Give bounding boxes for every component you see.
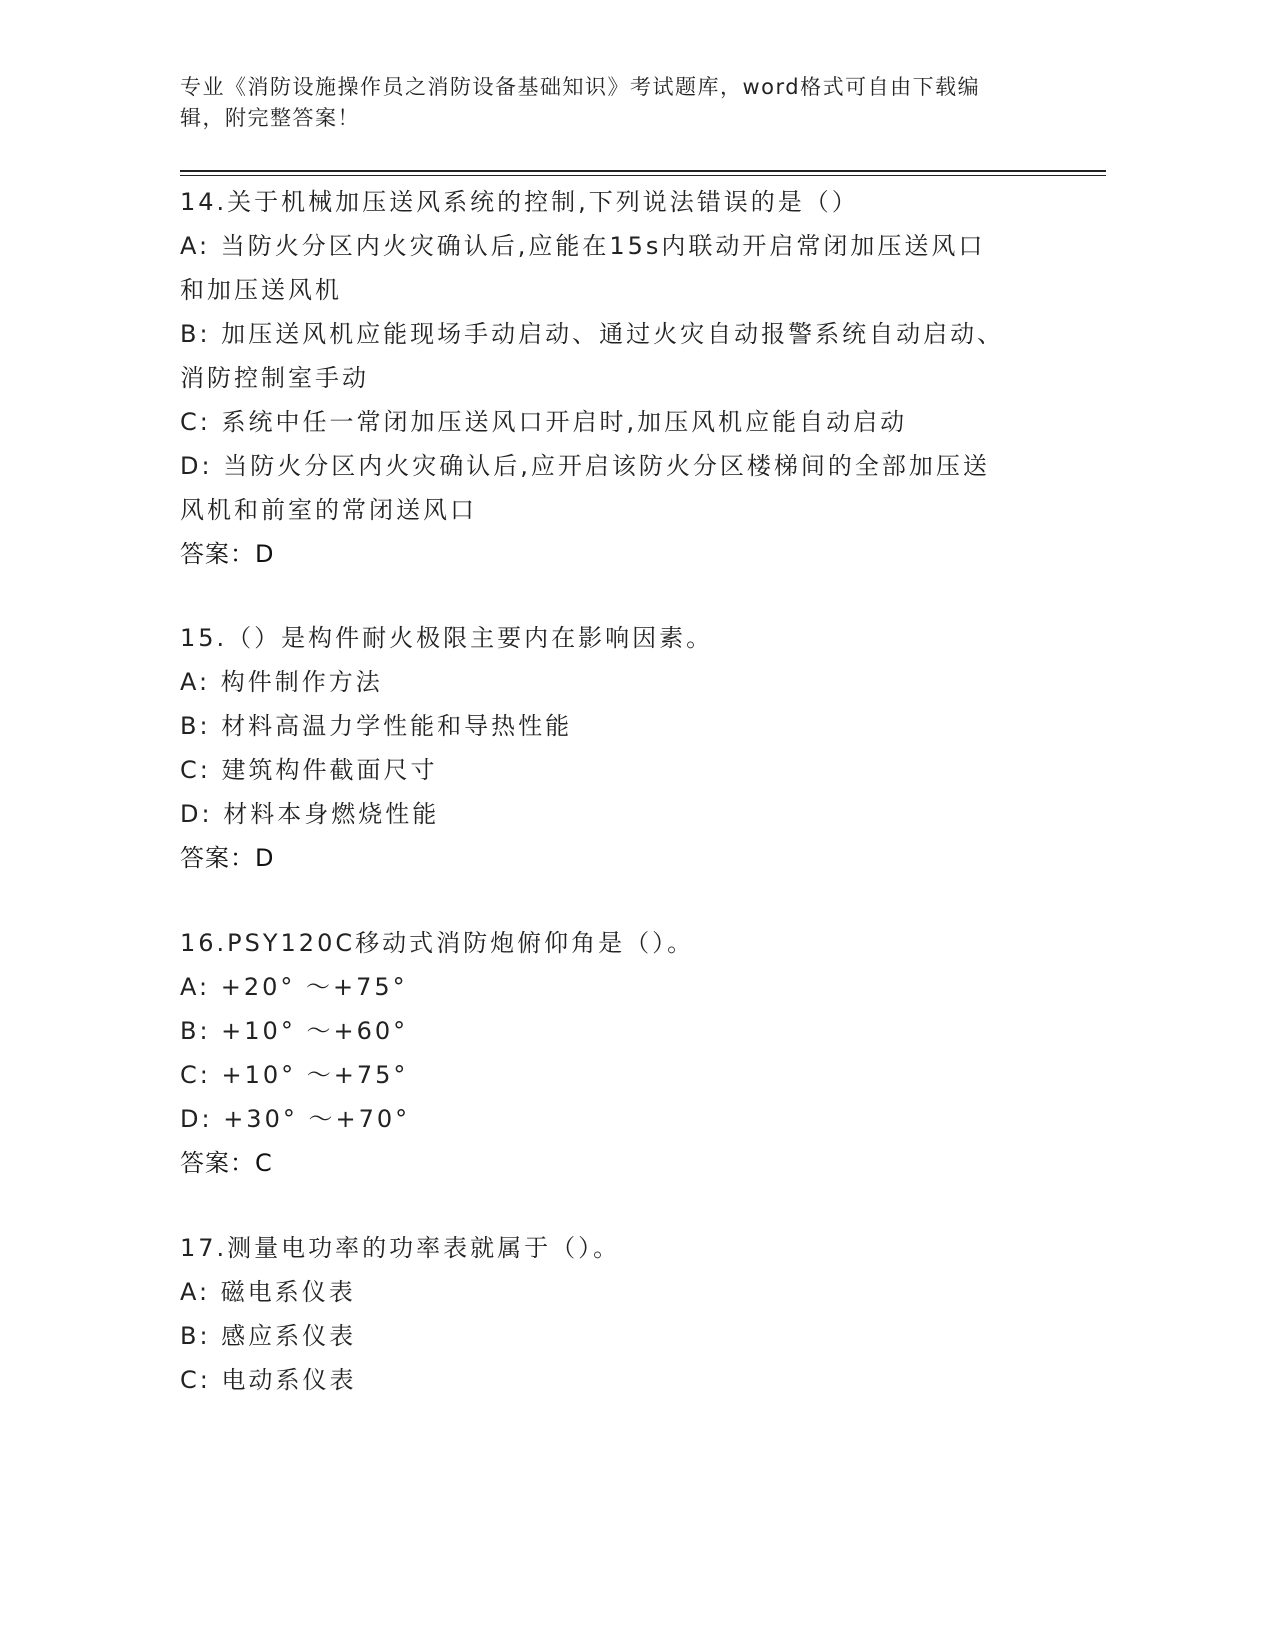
option-a: A: +20° ～+75° [180, 973, 408, 1001]
question-stem: 15.（）是构件耐火极限主要内在影响因素。 [180, 624, 714, 652]
header-line-2: 辑，附完整答案！ [180, 106, 360, 130]
option-c: C: 电动系仪表 [180, 1366, 357, 1394]
header-divider-thin [180, 175, 1106, 176]
option-b: B: 加压送风机应能现场手动启动、通过火灾自动报警系统自动启动、 [180, 320, 1005, 348]
option-d-continued: 风机和前室的常闭送风口 [180, 496, 477, 524]
header-divider-thick [180, 170, 1106, 172]
option-c: C: +10° ～+75° [180, 1061, 409, 1089]
option-a: A: 磁电系仪表 [180, 1278, 356, 1306]
question-14 [180, 180, 1020, 576]
question-stem: 17.测量电功率的功率表就属于（）。 [180, 1234, 621, 1262]
answer-label: 答案：D [180, 540, 275, 568]
option-b: B: 材料高温力学性能和导热性能 [180, 712, 573, 740]
answer-label: 答案：D [180, 844, 275, 872]
question-17 [180, 1226, 1020, 1402]
question-16 [180, 921, 1020, 1185]
question-15 [180, 616, 1020, 880]
option-d: D: +30° ～+70° [180, 1105, 411, 1133]
header-line-1: 专业《消防设施操作员之消防设备基础知识》考试题库，word格式可自由下载编 [180, 75, 981, 99]
document-header [180, 72, 1040, 134]
option-b-continued: 消防控制室手动 [180, 364, 369, 392]
question-stem: 16.PSY120C移动式消防炮俯仰角是（）。 [180, 929, 695, 957]
option-b: B: 感应系仪表 [180, 1322, 357, 1350]
answer-label: 答案：C [180, 1149, 273, 1177]
question-stem: 14.关于机械加压送风系统的控制,下列说法错误的是（） [180, 188, 859, 216]
option-b: B: +10° ～+60° [180, 1017, 409, 1045]
option-c: C: 系统中任一常闭加压送风口开启时,加压风机应能自动启动 [180, 408, 908, 436]
option-c: C: 建筑构件截面尺寸 [180, 756, 438, 784]
option-d: D: 材料本身燃烧性能 [180, 800, 440, 828]
option-a: A: 当防火分区内火灾确认后,应能在15s内联动开启常闭加压送风口 [180, 232, 986, 260]
option-d: D: 当防火分区内火灾确认后,应开启该防火分区楼梯间的全部加压送 [180, 452, 990, 480]
option-a: A: 构件制作方法 [180, 668, 383, 696]
option-a-continued: 和加压送风机 [180, 276, 342, 304]
